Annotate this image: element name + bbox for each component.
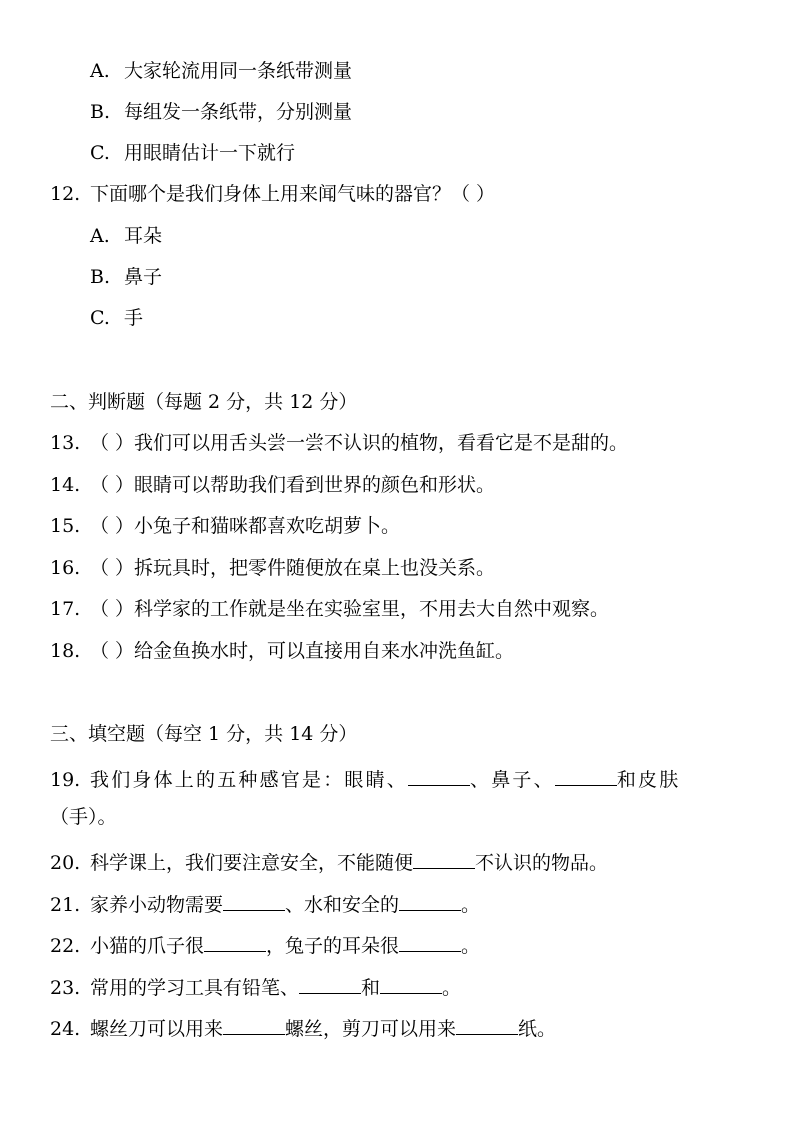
- option-letter: B.: [90, 101, 111, 123]
- question-text-part: ，兔子的耳朵很: [266, 935, 400, 957]
- question-text-part: 。: [442, 977, 462, 999]
- question-number: 13.: [50, 432, 81, 454]
- question-text-part: 螺丝刀可以用来: [90, 1018, 224, 1040]
- question-19: [50, 767, 680, 790]
- question-text-part: 和皮肤: [616, 769, 681, 791]
- section-3-title: 三、填空题（每空 1 分，共 14 分）: [50, 723, 358, 745]
- question-20: [50, 850, 608, 873]
- question-number: 17.: [50, 598, 81, 620]
- question-13: [50, 434, 628, 453]
- option-letter: A.: [90, 60, 110, 82]
- question-19-continuation: （手）。: [50, 806, 117, 828]
- option-letter: C.: [90, 307, 110, 329]
- question-text: （ ）眼睛可以帮助我们看到世界的颜色和形状。: [90, 474, 496, 496]
- answer-blank[interactable]: [204, 933, 266, 952]
- question-24: [50, 1016, 556, 1039]
- option-text: 每组发一条纸带，分别测量: [124, 101, 353, 123]
- question-text-part: 螺丝，剪刀可以用来: [285, 1018, 457, 1040]
- q12-option-b: [90, 268, 162, 287]
- question-22: [50, 933, 480, 956]
- question-text-part: 。: [461, 935, 481, 957]
- question-number: 20.: [50, 852, 81, 874]
- answer-blank[interactable]: [223, 1016, 285, 1035]
- question-text-part: 我们身体上的五种感官是：眼睛、: [90, 769, 409, 791]
- answer-blank[interactable]: [380, 975, 442, 994]
- question-number: 15.: [50, 515, 81, 537]
- question-number: 16.: [50, 557, 81, 579]
- question-17: [50, 600, 609, 619]
- question-14: [50, 476, 495, 495]
- question-text: （ ）小兔子和猫咪都喜欢吃胡萝卜。: [90, 515, 401, 537]
- answer-blank[interactable]: [413, 850, 475, 869]
- question-text-part: 常用的学习工具有铅笔、: [90, 977, 300, 999]
- answer-blank[interactable]: [399, 933, 461, 952]
- question-number: 21.: [50, 894, 81, 916]
- question-number: 14.: [50, 474, 81, 496]
- answer-blank[interactable]: [456, 1016, 518, 1035]
- question-number: 12.: [50, 183, 81, 205]
- question-number: 23.: [50, 977, 81, 999]
- question-text: （ ）给金鱼换水时，可以直接用自来水冲洗鱼缸。: [90, 640, 515, 662]
- question-text-part: 纸。: [518, 1018, 557, 1040]
- question-23: [50, 975, 461, 998]
- answer-blank[interactable]: [555, 767, 617, 786]
- question-text: 下面哪个是我们身体上用来闻气味的器官？（ ）: [90, 183, 496, 205]
- question-18: [50, 642, 514, 661]
- question-21: [50, 892, 480, 915]
- question-text-part: 科学课上，我们要注意安全，不能随便: [90, 852, 414, 874]
- question-number: 22.: [50, 935, 81, 957]
- question-text-part: 家养小动物需要: [90, 894, 224, 916]
- question-text-part: 、鼻子、: [470, 769, 555, 791]
- answer-blank[interactable]: [223, 892, 285, 911]
- answer-blank[interactable]: [299, 975, 361, 994]
- question-text-part: 。: [461, 894, 481, 916]
- q11-option-a: [90, 62, 352, 81]
- q11-option-b: [90, 103, 352, 122]
- q12-option-c: [90, 309, 143, 328]
- option-letter: C.: [90, 142, 110, 164]
- section-2-title: 二、判断题（每题 2 分，共 12 分）: [50, 391, 358, 413]
- option-text: 耳朵: [124, 225, 163, 247]
- option-letter: A.: [90, 225, 110, 247]
- question-text-part: 小猫的爪子很: [90, 935, 205, 957]
- answer-blank[interactable]: [408, 767, 470, 786]
- question-15: [50, 517, 400, 536]
- question-16: [50, 559, 495, 578]
- option-text: 大家轮流用同一条纸带测量: [124, 60, 353, 82]
- question-12: [50, 185, 495, 204]
- option-text: 用眼睛估计一下就行: [124, 142, 296, 164]
- option-letter: B.: [90, 266, 111, 288]
- q11-option-c: [90, 144, 295, 163]
- option-text: 鼻子: [124, 266, 163, 288]
- question-text-part: 和: [361, 977, 381, 999]
- question-number: 19.: [50, 769, 81, 791]
- question-number: 24.: [50, 1018, 81, 1040]
- question-number: 18.: [50, 640, 81, 662]
- option-text: 手: [124, 307, 144, 329]
- q12-option-a: [90, 227, 162, 246]
- question-text: （ ）我们可以用舌头尝一尝不认识的植物，看看它是不是甜的。: [90, 432, 629, 454]
- question-text-part: 不认识的物品。: [475, 852, 609, 874]
- question-text-part: 、水和安全的: [285, 894, 400, 916]
- question-text: （ ）拆玩具时，把零件随便放在桌上也没关系。: [90, 557, 496, 579]
- question-text: （ ）科学家的工作就是坐在实验室里，不用去大自然中观察。: [90, 598, 610, 620]
- answer-blank[interactable]: [399, 892, 461, 911]
